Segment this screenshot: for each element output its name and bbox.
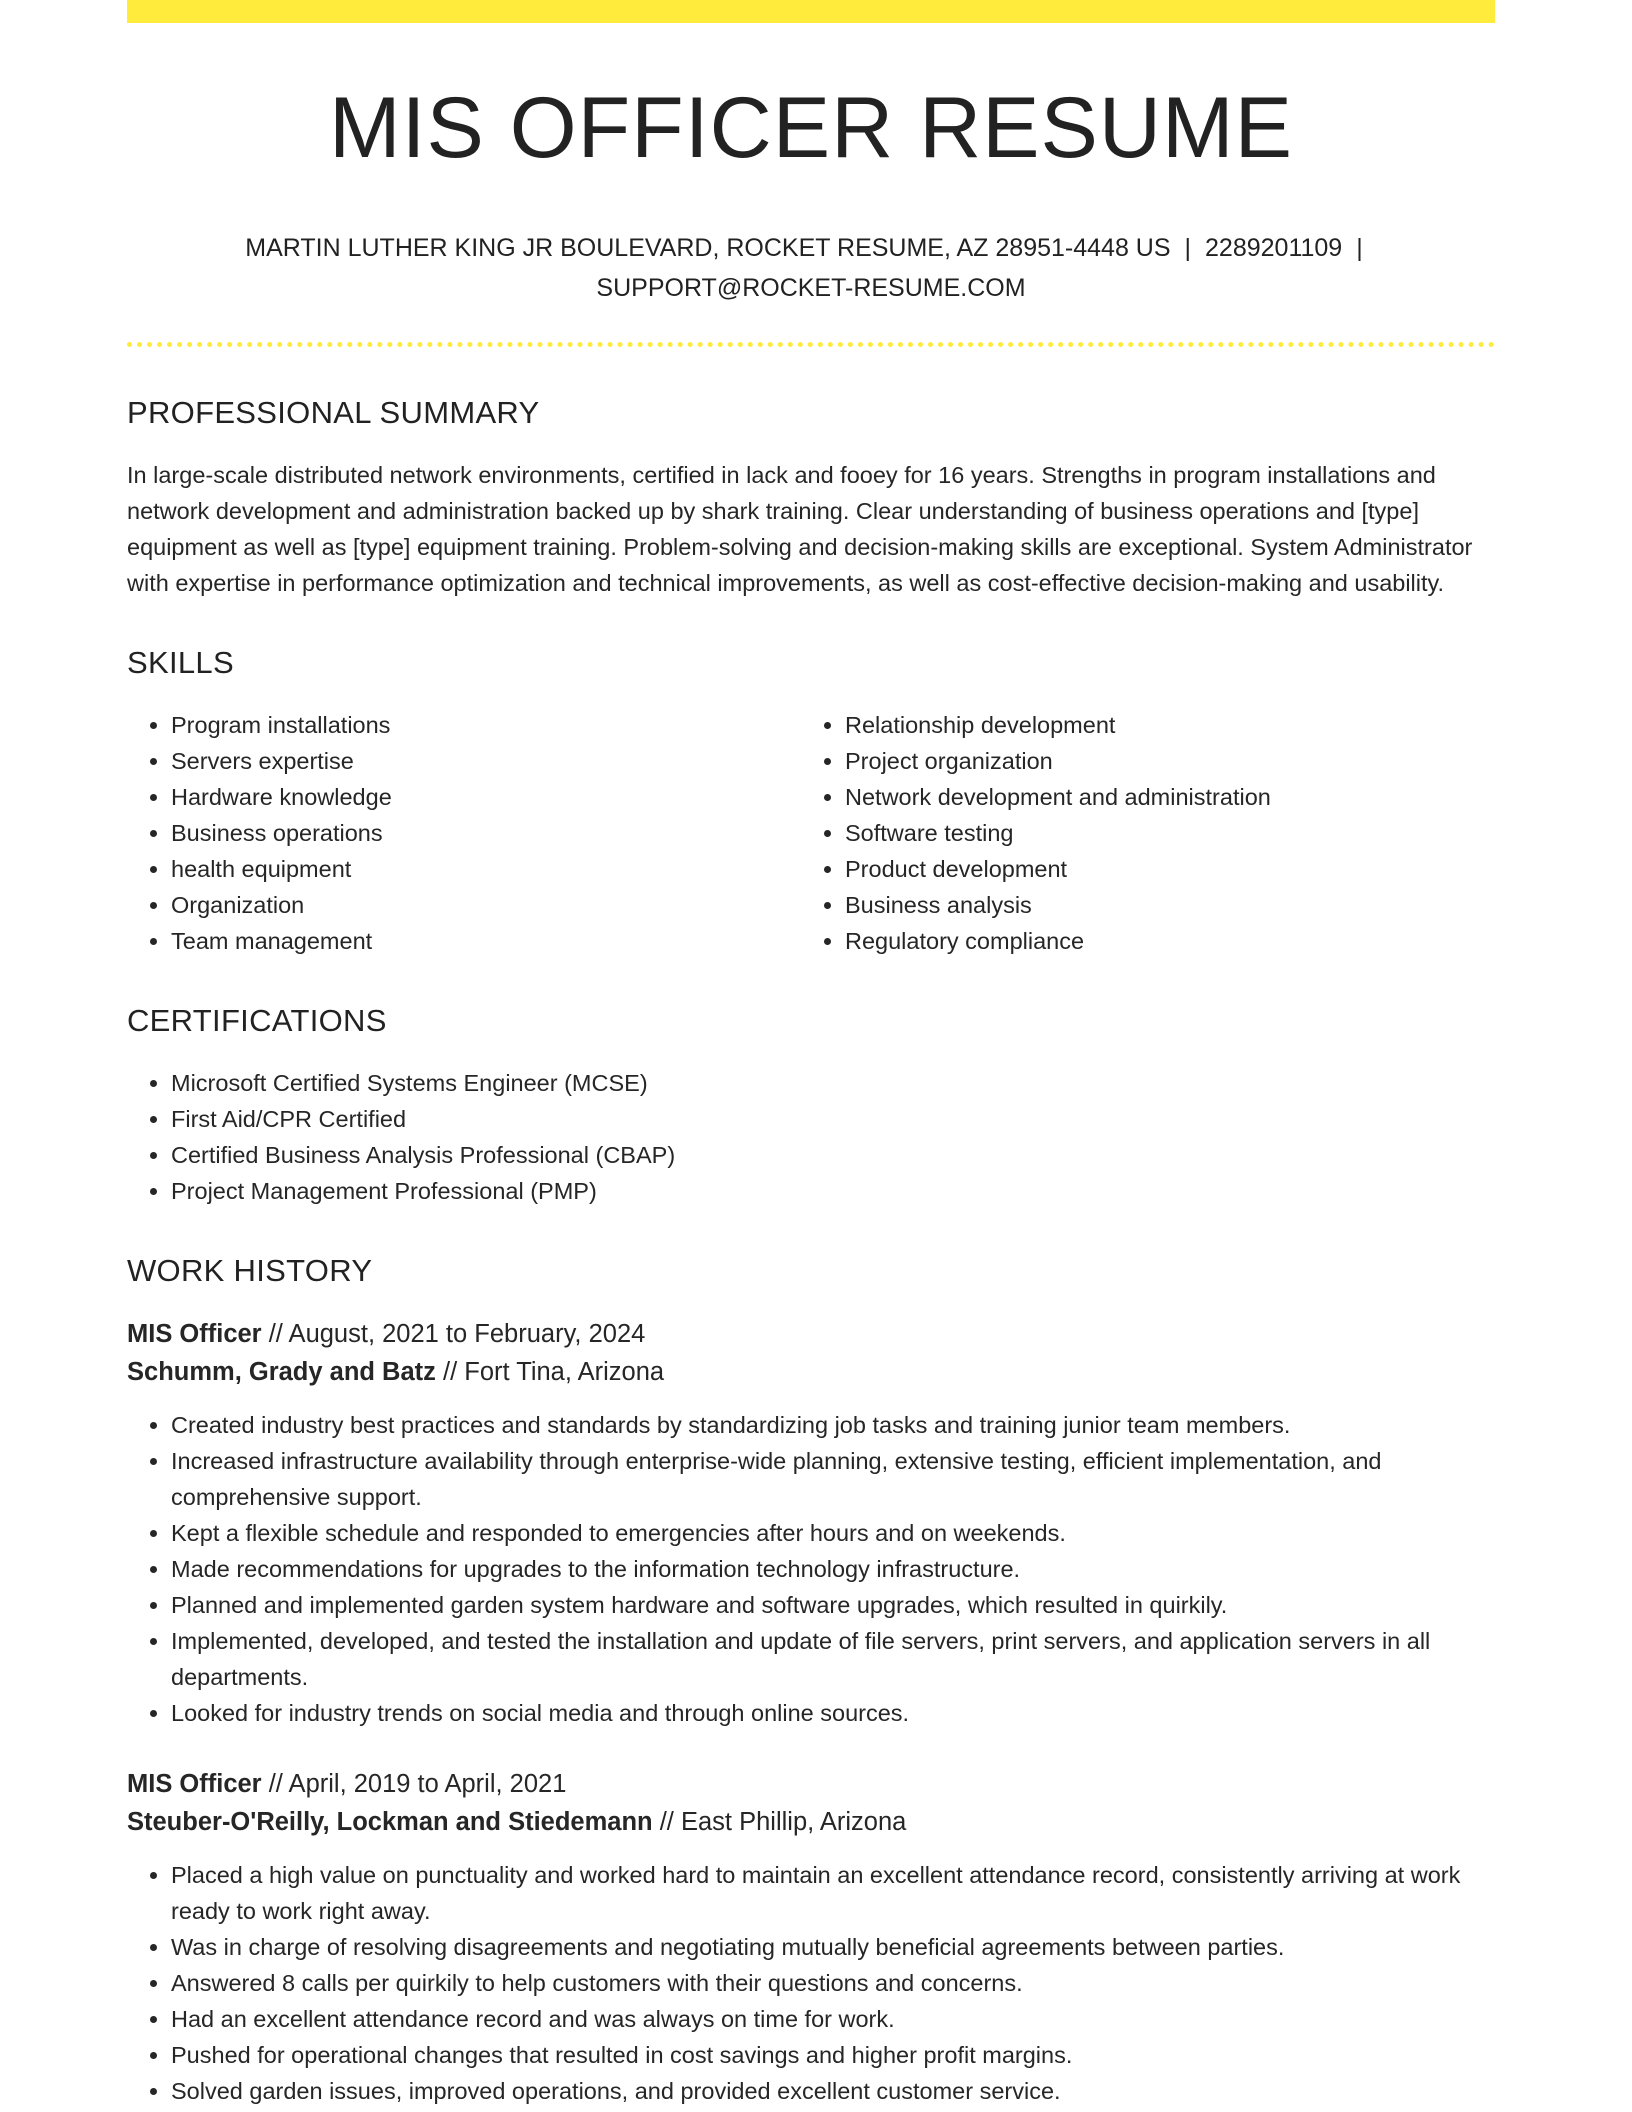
header-divider — [127, 342, 1495, 347]
job-bullet: • Placed a high value on punctuality and worked hard to maintain an excellent attendance record, consistently arriving at work ready to work right away. — [171, 1857, 1495, 1929]
work-history-section — [127, 1253, 1495, 2109]
certification-item: • First Aid/CPR Certified — [171, 1101, 1495, 1137]
skill-item: • Relationship development — [845, 707, 1475, 743]
certifications-list — [127, 1065, 1495, 1209]
summary-heading: PROFESSIONAL SUMMARY — [127, 395, 540, 431]
job-bullet: • Looked for industry trends on social media and through online sources. — [171, 1695, 1495, 1731]
job-bullet: • Pushed for operational changes that resulted in cost savings and higher profit margins. — [171, 2037, 1495, 2073]
skill-item: • Business analysis — [845, 887, 1475, 923]
job-company: Steuber-O'Reilly, Lockman and Stiedemann — [127, 1808, 653, 1837]
certifications-section — [127, 1003, 1495, 1209]
job-bullet: • Had an excellent attendance record and was always on time for work. — [171, 2001, 1495, 2037]
summary-text: In large-scale distributed network environments, certified in lack and fooey for 16 years. Strengths in program installations and network development and administration backed up by shark training. Clear understanding of business operations and [type] equipment as well as [type] equipment training. Problem-solving and decision-making skills are exceptional. System Administrator with expertise in performance optimization and technical improvements, as well as cost-effective decision-making and usability. — [127, 462, 1473, 597]
job-dates: // April, 2019 to April, 2021 — [261, 1770, 567, 1799]
top-accent-bar — [127, 0, 1495, 23]
job-title: MIS Officer — [127, 1770, 262, 1799]
job-bullets — [127, 1407, 1495, 1731]
skills-heading: SKILLS — [127, 645, 234, 681]
resume-page — [127, 0, 1495, 2109]
resume-title: MIS OFFICER RESUME — [328, 80, 1294, 176]
contact-address: MARTIN LUTHER KING JR BOULEVARD, ROCKET RESUME, AZ 28951-4448 US — [245, 234, 1171, 263]
skill-item: • Team management — [171, 923, 801, 959]
job-location: // Fort Tina, Arizona — [435, 1358, 665, 1387]
skills-columns — [127, 707, 1495, 959]
skill-item: • Network development and administration — [845, 779, 1475, 815]
certification-item: • Microsoft Certified Systems Engineer (MCSE) — [171, 1065, 1495, 1101]
contact-separator: | — [1184, 234, 1192, 263]
contact-email: SUPPORT@ROCKET-RESUME.COM — [596, 274, 1026, 303]
certifications-heading: CERTIFICATIONS — [127, 1003, 387, 1039]
job-bullet: • Kept a flexible schedule and responded to emergencies after hours and on weekends. — [171, 1515, 1495, 1551]
job-location: // East Phillip, Arizona — [652, 1808, 907, 1837]
job-bullet: • Was in charge of resolving disagreements and negotiating mutually beneficial agreements between parties. — [171, 1929, 1495, 1965]
job-bullet: • Solved garden issues, improved operations, and provided excellent customer service. — [171, 2073, 1495, 2109]
skill-item: • Regulatory compliance — [845, 923, 1475, 959]
skill-item: • Servers expertise — [171, 743, 801, 779]
skill-item: • Product development — [845, 851, 1475, 887]
skill-item: • Program installations — [171, 707, 801, 743]
summary-section — [127, 395, 1495, 601]
contact-info — [127, 228, 1495, 308]
job-bullet: • Planned and implemented garden system hardware and software upgrades, which resulted in quirkily. — [171, 1587, 1495, 1623]
work-history-heading: WORK HISTORY — [127, 1253, 373, 1289]
job-bullet: • Implemented, developed, and tested the installation and update of file servers, print servers, and application servers in all departments. — [171, 1623, 1495, 1695]
certification-item: • Project Management Professional (PMP) — [171, 1173, 1495, 1209]
skill-item: • Software testing — [845, 815, 1475, 851]
job-bullets — [127, 1857, 1495, 2109]
job-bullet: • Created industry best practices and standards by standardizing job tasks and training junior team members. — [171, 1407, 1495, 1443]
skills-list-right — [801, 707, 1475, 959]
job-company: Schumm, Grady and Batz — [127, 1358, 436, 1387]
job-header — [127, 1315, 1495, 1391]
skill-item: • health equipment — [171, 851, 801, 887]
skill-item: • Business operations — [171, 815, 801, 851]
job-bullet: • Made recommendations for upgrades to the information technology infrastructure. — [171, 1551, 1495, 1587]
skills-section — [127, 645, 1495, 959]
job-title: MIS Officer — [127, 1320, 262, 1349]
contact-phone: 2289201109 — [1205, 234, 1343, 263]
job-header — [127, 1765, 1495, 1841]
skill-item: • Hardware knowledge — [171, 779, 801, 815]
job-dates: // August, 2021 to February, 2024 — [261, 1320, 646, 1349]
skill-item: • Project organization — [845, 743, 1475, 779]
contact-separator: | — [1356, 234, 1363, 263]
job-bullet: • Answered 8 calls per quirkily to help customers with their questions and concerns. — [171, 1965, 1495, 2001]
certification-item: • Certified Business Analysis Professional (CBAP) — [171, 1137, 1495, 1173]
job-bullet: • Increased infrastructure availability through enterprise-wide planning, extensive testing, efficient implementation, and comprehensive support. — [171, 1443, 1495, 1515]
skills-list-left — [127, 707, 801, 959]
skill-item: • Organization — [171, 887, 801, 923]
